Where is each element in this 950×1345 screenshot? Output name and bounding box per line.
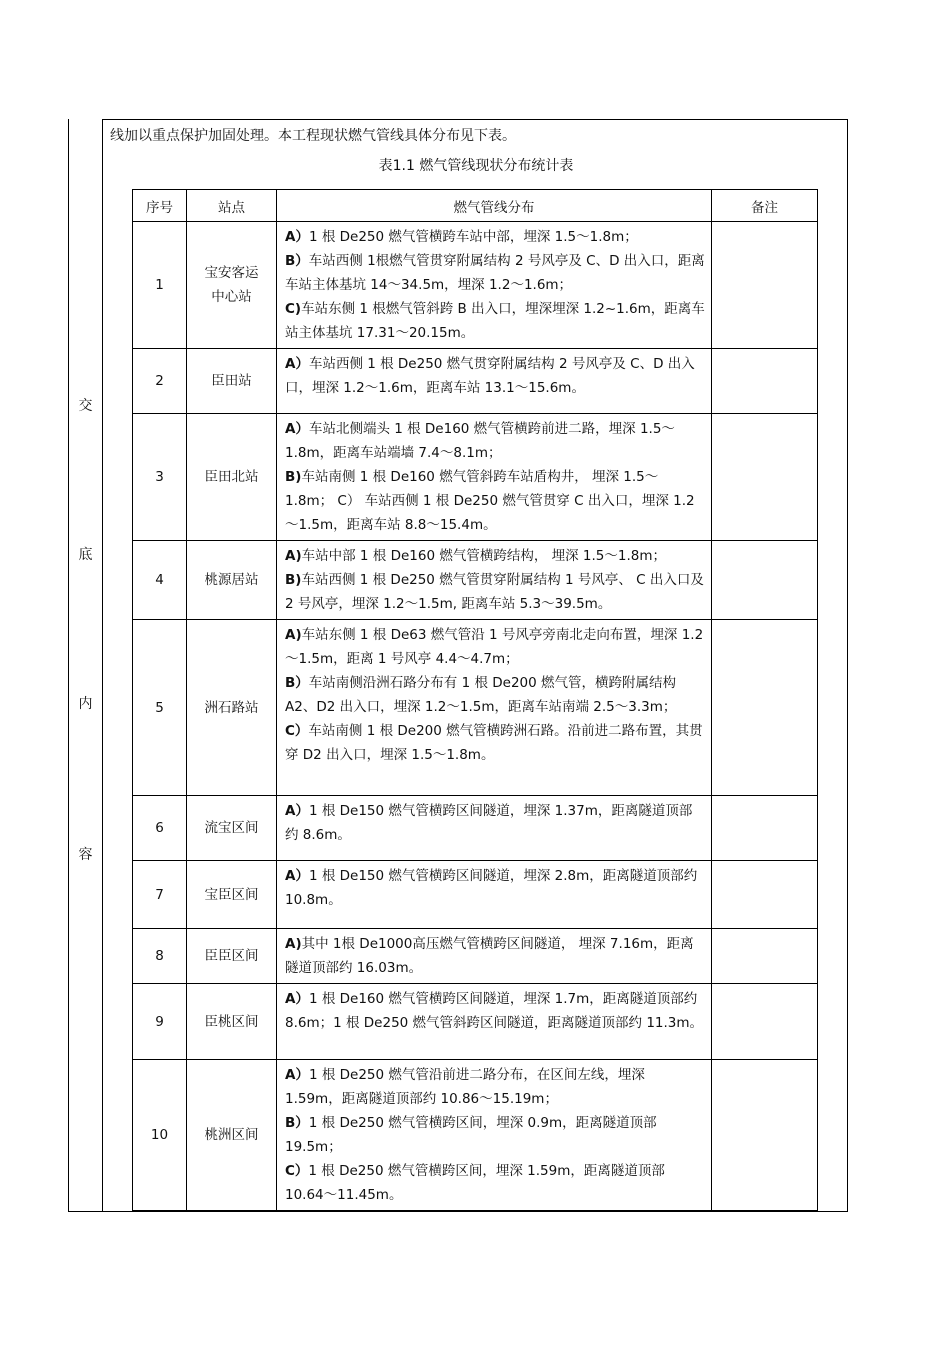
table-row (133, 984, 818, 1060)
row-number: 6 (133, 796, 187, 861)
table-row (133, 349, 818, 414)
pipeline-distribution (277, 349, 712, 414)
remark-cell (712, 984, 818, 1060)
pipeline-item (285, 249, 705, 297)
table-caption: 表1.1 燃气管线现状分布统计表 (378, 158, 574, 174)
station-name-text: 臣臣区间 (204, 948, 259, 964)
remark-cell (712, 222, 818, 349)
pipeline-distribution (277, 1060, 712, 1211)
row-number: 7 (133, 861, 187, 929)
pipeline-distribution (277, 222, 712, 349)
pipeline-distribution (277, 620, 712, 796)
pipeline-item-text: 车站东侧 1 根 De63 燃气管沿 1 号风亭旁南北走向布置，埋深 1.2～1.5m，距离 1 号风亭 4.4～4.7m； (285, 627, 704, 667)
pipeline-item-text: 车站西侧 1 根 De250 燃气贯穿附属结构 2 号风亭及 C、D 出入口，埋深 1.2～1.6m，距离车站 13.1～15.6m。 (285, 356, 695, 396)
pipeline-item-label: A） (285, 1067, 309, 1083)
side-label-char: 交 (78, 398, 93, 414)
row-number: 8 (133, 929, 187, 984)
station-name-text: 流宝区间 (204, 820, 259, 836)
pipeline-distribution (277, 414, 712, 541)
pipeline-item (285, 671, 705, 719)
header-station: 站点 (187, 190, 277, 222)
row-number: 2 (133, 349, 187, 414)
row-number: 1 (133, 222, 187, 349)
station-name (187, 1060, 277, 1211)
station-name-text: 洲石路站 (204, 699, 259, 716)
pipeline-item (285, 719, 705, 767)
pipeline-item-label: C) (285, 301, 302, 317)
header-distribution: 燃气管线分布 (277, 190, 712, 222)
pipeline-distribution (277, 541, 712, 620)
row-number: 9 (133, 984, 187, 1060)
table-row (133, 222, 818, 349)
table-row (133, 620, 818, 796)
pipeline-item (285, 417, 705, 465)
pipeline-item-text: 车站东侧 1 根燃气管斜跨 B 出入口，埋深埋深 1.2~1.6m，距离车站主体基坑 17.31～20.15m。 (285, 301, 705, 341)
table-row (133, 541, 818, 620)
pipeline-item (285, 932, 705, 980)
table-header-row (133, 190, 818, 222)
pipeline-item (285, 225, 705, 249)
side-label-char: 底 (78, 547, 93, 563)
pipeline-item-text: 车站中部 1 根 De160 燃气管横跨结构， 埋深 1.5～1.8m； (301, 548, 667, 564)
pipeline-item-text: 车站西侧 1根燃气管贯穿附属结构 2 号风亭及 C、D 出入口，距离车站主体基坑 14～34.5m，埋深 1.2～1.6m； (285, 253, 705, 293)
pipeline-distribution (277, 984, 712, 1060)
pipeline-item (285, 623, 705, 671)
station-name (187, 929, 277, 984)
side-label-char: 容 (78, 847, 93, 863)
frame-top-border (103, 119, 847, 120)
pipeline-item (285, 568, 705, 616)
remark-cell (712, 929, 818, 984)
row-number: 3 (133, 414, 187, 541)
pipeline-item-label: B） (285, 675, 309, 691)
pipeline-item (285, 465, 705, 537)
pipeline-item-text: 车站北侧端头 1 根 De160 燃气管横跨前进二路，埋深 1.5～1.8m，距离车站端墙 7.4～8.1m； (285, 421, 675, 461)
table-row (133, 414, 818, 541)
pipeline-item-text: 1 根 De250 燃气管横跨区间，埋深 1.59m，距离隧道顶部 10.64～11.45m。 (285, 1163, 665, 1203)
pipeline-item (285, 1063, 705, 1111)
pipeline-item-label: A) (285, 936, 302, 952)
remark-cell (712, 541, 818, 620)
pipeline-distribution (277, 929, 712, 984)
station-name-text: 桃源居站 (204, 572, 259, 588)
pipeline-item-label: B） (285, 1115, 309, 1131)
intro-text: 线加以重点保护加固处理。本工程现状燃气管线具体分布见下表。 (110, 128, 516, 144)
table-row (133, 861, 818, 929)
pipeline-item (285, 987, 705, 1035)
remark-cell (712, 796, 818, 861)
side-label-column (69, 119, 103, 1211)
pipeline-item-text: 车站西侧 1 根 De250 燃气管贯穿附属结构 1 号风亭、 C 出入口及 2 号风亭，埋深 1.2～1.5m, 距离车站 5.3～39.5m。 (285, 572, 704, 612)
pipeline-item-label: B) (285, 469, 302, 485)
station-name-text: 宝安客运中心站 (204, 265, 259, 305)
pipeline-item-text: 1 根 De160 燃气管横跨区间隧道，埋深 1.7m，距离隧道顶部约 8.6m；1 根 De250 燃气管斜跨区间隧道，距离隧道顶部约 11.3m。 (285, 991, 704, 1031)
pipeline-item (285, 297, 705, 345)
pipeline-item-text: 车站南侧 1 根 De200 燃气管横跨洲石路。沿前进二路布置，其贯穿 D2 出入口，埋深 1.5～1.8m。 (285, 723, 703, 763)
remark-cell (712, 414, 818, 541)
table-row (133, 796, 818, 861)
pipeline-item-text: 1 根 De150 燃气管横跨区间隧道，埋深 1.37m，距离隧道顶部约 8.6m。 (285, 803, 693, 843)
pipeline-item-label: A） (285, 803, 309, 819)
pipeline-item-label: B) (285, 572, 302, 588)
station-name (187, 861, 277, 929)
pipeline-item (285, 544, 705, 568)
pipeline-item-label: A） (285, 868, 309, 884)
pipeline-item-label: A） (285, 229, 309, 245)
remark-cell (712, 620, 818, 796)
pipeline-item-label: C） (285, 1163, 309, 1179)
row-number: 10 (133, 1060, 187, 1211)
row-number: 5 (133, 620, 187, 796)
pipeline-item-label: A） (285, 356, 309, 372)
pipeline-item-text: 车站南侧 1 根 De160 燃气管斜跨车站盾构井， 埋深 1.5～1.8m； C） 车站西侧 1 根 De250 燃气管贯穿 C 出入口，埋深 1.2～1.5m，距离车站 8.8～15.4m。 (285, 469, 695, 533)
pipeline-item-label: A) (285, 627, 302, 643)
pipeline-item (285, 1111, 705, 1159)
pipeline-distribution (277, 861, 712, 929)
header-no: 序号 (133, 190, 187, 222)
remark-cell (712, 861, 818, 929)
table-row (133, 1060, 818, 1211)
pipeline-item-label: B） (285, 253, 309, 269)
pipeline-item-text: 1 根 De250 燃气管沿前进二路分布，在区间左线，埋深 1.59m，距离隧道顶部约 10.86～15.19m； (285, 1067, 645, 1107)
pipeline-item-text: 其中 1根 De1000高压燃气管横跨区间隧道， 埋深 7.16m，距离隧道顶部约 16.03m。 (285, 936, 694, 976)
pipeline-item-text: 1 根 De250 燃气管横跨区间，埋深 0.9m，距离隧道顶部 19.5m； (285, 1115, 657, 1155)
station-name (187, 796, 277, 861)
station-name-text: 臣田站 (211, 373, 252, 389)
pipeline-item-label: C） (285, 723, 309, 739)
pipeline-distribution (277, 796, 712, 861)
station-name-text: 桃洲区间 (204, 1127, 259, 1143)
remark-cell (712, 1060, 818, 1211)
side-label-char: 内 (78, 696, 93, 712)
pipeline-item-label: A） (285, 421, 309, 437)
pipeline-item-text: 1 根 De250 燃气管横跨车站中部，埋深 1.5～1.8m； (308, 229, 638, 245)
table-body (133, 222, 818, 1211)
station-name (187, 349, 277, 414)
station-name (187, 222, 277, 349)
station-name-text: 臣桃区间 (204, 1013, 259, 1030)
gas-pipeline-table (132, 189, 818, 1211)
station-name (187, 541, 277, 620)
station-name-text: 臣田北站 (204, 469, 259, 485)
pipeline-item (285, 799, 705, 847)
station-name-text: 宝臣区间 (204, 886, 259, 903)
station-name (187, 984, 277, 1060)
pipeline-item-label: A） (285, 991, 309, 1007)
pipeline-item (285, 1159, 705, 1207)
pipeline-item (285, 864, 705, 912)
pipeline-item (285, 352, 705, 400)
pipeline-item-label: A) (285, 548, 302, 564)
header-remark: 备注 (712, 190, 818, 222)
remark-cell (712, 349, 818, 414)
table-row (133, 929, 818, 984)
pipeline-item-text: 车站南侧沿洲石路分布有 1 根 De200 燃气管，横跨附属结构 A2、D2 出入口，埋深 1.2～1.5m，距离车站南端 2.5～3.3m； (285, 675, 677, 715)
row-number: 4 (133, 541, 187, 620)
station-name (187, 414, 277, 541)
pipeline-item-text: 1 根 De150 燃气管横跨区间隧道，埋深 2.8m，距离隧道顶部约 10.8m。 (285, 868, 698, 908)
station-name (187, 620, 277, 796)
